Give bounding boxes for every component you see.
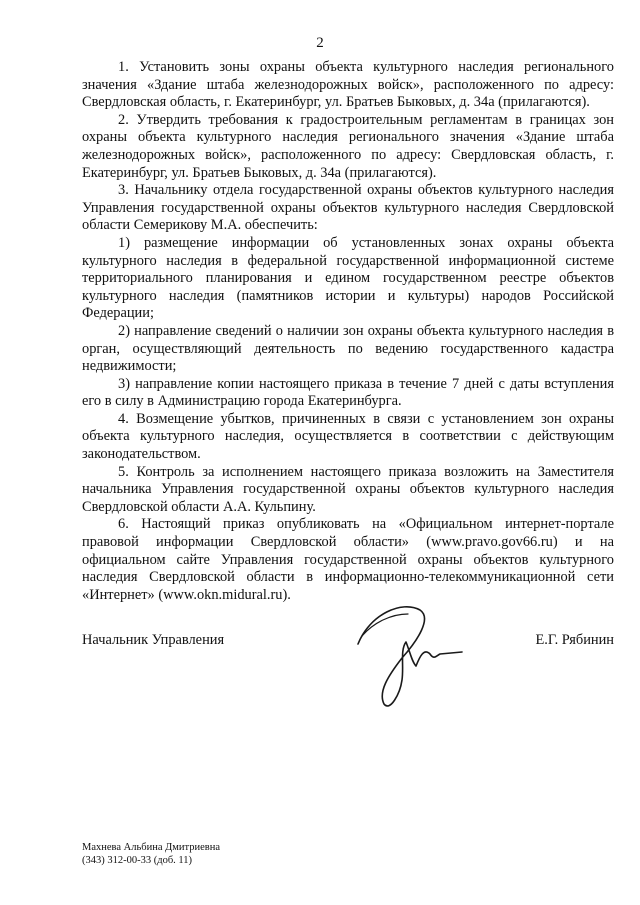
executor-info bbox=[82, 841, 220, 867]
subparagraph-2: 2) направление сведений о наличии зон охраны объекта культурного наследия в орган, осуществляющий деятельность по ведению государственного кадастра недвижимости; bbox=[82, 322, 614, 375]
paragraph-4: 4. Возмещение убытков, причиненных в связи с установлением зон охраны объекта культурного наследия, осуществляется в соответствии с действующим законодательством. bbox=[82, 410, 614, 463]
subparagraph-1: 1) размещение информации об установленных зонах охраны объекта культурного наследия в федеральной государственной информационной системе территориального планирования и едином государственном реестре объектов культурного наследия (памятников истории и культуры) народов Российской Федерации; bbox=[82, 234, 614, 322]
paragraph-6: 6. Настоящий приказ опубликовать на «Официальном интернет-портале правовой информации Свердловской области» (www.pravo.gov66.ru) и на официальном сайте Управления государственной охраны объектов культурного наследия Свердловской области в информационно-телекоммуникационной сети «Интернет» (www.okn.midural.ru). bbox=[82, 516, 614, 603]
paragraph-1: 1. Установить зоны охраны объекта культурного наследия регионального значения «Здание штаба железнодорожных войск», расположенного по адресу: Свердловская область, г. Екатеринбург, ул. Братьев Быковых, д. 34а (прилагаются). bbox=[82, 59, 614, 111]
subparagraph-3: 3) направление копии настоящего приказа в течение 7 дней с даты вступления его в силу в Администрацию города Екатеринбурга. bbox=[82, 375, 614, 410]
signatory-position: Начальник Управления bbox=[82, 632, 225, 648]
paragraph-2: 2. Утвердить требования к градостроительным регламентам в границах зон охраны объекта культурного наследия регионального значения «Здание штаба железнодорожных войск», расположенного по адресу: Свердловская область, г. Екатеринбург, ул. Братьев Быковых, д. 34а (прилагаются). bbox=[82, 111, 614, 181]
paragraph-5: 5. Контроль за исполнением настоящего приказа возложить на Заместителя начальника Управления государственной охраны объектов культурного наследия Свердловской области А.А. Кульпину. bbox=[82, 463, 614, 515]
handwritten-signature bbox=[340, 596, 470, 716]
signature-block bbox=[82, 632, 614, 652]
executor-name: Махнева Альбина Дмитриевна bbox=[82, 842, 221, 853]
paragraph-3: 3. Начальнику отдела государственной охраны объектов культурного наследия Управления государственной охраны объектов культурного наследия Свердловской области Семерикову М.А. обеспечить: bbox=[82, 182, 614, 234]
signatory-name: Е.Г. Рябинин bbox=[535, 632, 614, 648]
order-body bbox=[82, 59, 614, 604]
executor-phone: (343) 312-00-33 (доб. 11) bbox=[82, 855, 193, 866]
page-number: 2 bbox=[316, 35, 324, 51]
